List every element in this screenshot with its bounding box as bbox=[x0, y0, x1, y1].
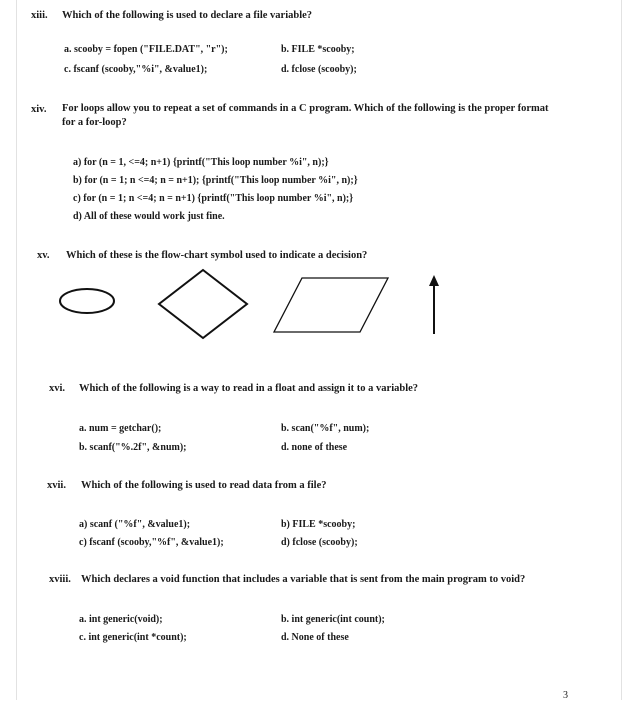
option-c: c. int generic(int *count); bbox=[79, 632, 187, 643]
option-b2: b. scanf("%.2f", &num); bbox=[79, 442, 187, 453]
parallelogram-shape bbox=[272, 276, 392, 334]
option-d: d. fclose (scooby); bbox=[281, 64, 357, 75]
option-a: a) for (n = 1, <=4; n+1) {printf("This loop number %i", n);} bbox=[73, 157, 329, 168]
question-text: Which of the following is used to read data from a file? bbox=[81, 480, 327, 491]
question-text: Which declares a void function that includes a variable that is sent from the main program to void? bbox=[81, 574, 526, 585]
diamond-shape bbox=[157, 268, 249, 340]
question-number: xv. bbox=[37, 250, 50, 261]
question-number: xvi. bbox=[49, 383, 66, 394]
option-a: a. scooby = fopen ("FILE.DAT", "r"); bbox=[64, 44, 228, 55]
option-b: b. int generic(int count); bbox=[281, 614, 385, 625]
question-text: Which of the following is a way to read in a float and assign it to a variable? bbox=[79, 383, 419, 394]
question-number: xiv. bbox=[31, 104, 47, 115]
option-b: b) FILE *scooby; bbox=[281, 519, 356, 530]
option-b: b) for (n = 1; n <=4; n = n+1); {printf("This loop number %i", n);} bbox=[73, 175, 358, 186]
option-c: c) fscanf (scooby,"%f", &value1); bbox=[79, 537, 224, 548]
option-d: d. None of these bbox=[281, 632, 349, 643]
oval-shape bbox=[57, 284, 117, 318]
question-number: xvii. bbox=[47, 480, 66, 491]
option-c: c. fscanf (scooby,"%i", &value1); bbox=[64, 64, 208, 75]
option-b: b. scan("%f", num); bbox=[281, 423, 370, 434]
arrow-up-shape bbox=[426, 274, 442, 336]
page-number: 3 bbox=[563, 690, 568, 701]
question-text: Which of the following is used to declare a file variable? bbox=[62, 10, 313, 21]
question-text: Which of these is the flow-chart symbol used to indicate a decision? bbox=[66, 250, 368, 261]
question-number: xiii. bbox=[31, 10, 48, 21]
option-d: d) fclose (scooby); bbox=[281, 537, 358, 548]
option-a: a. int generic(void); bbox=[79, 614, 163, 625]
document-page bbox=[16, 0, 622, 700]
question-number: xviii. bbox=[49, 574, 71, 585]
option-c: c) for (n = 1; n <=4; n = n+1) {printf("This loop number %i", n);} bbox=[73, 193, 354, 204]
option-a: a. num = getchar(); bbox=[79, 423, 162, 434]
question-text: For loops allow you to repeat a set of commands in a C program. Which of the following is the proper format for a for-loop? bbox=[62, 103, 549, 128]
option-d: d. none of these bbox=[281, 442, 348, 453]
option-d: d) All of these would work just fine. bbox=[73, 211, 225, 222]
option-b: b. FILE *scooby; bbox=[281, 44, 355, 55]
option-a: a) scanf ("%f", &value1); bbox=[79, 519, 191, 530]
